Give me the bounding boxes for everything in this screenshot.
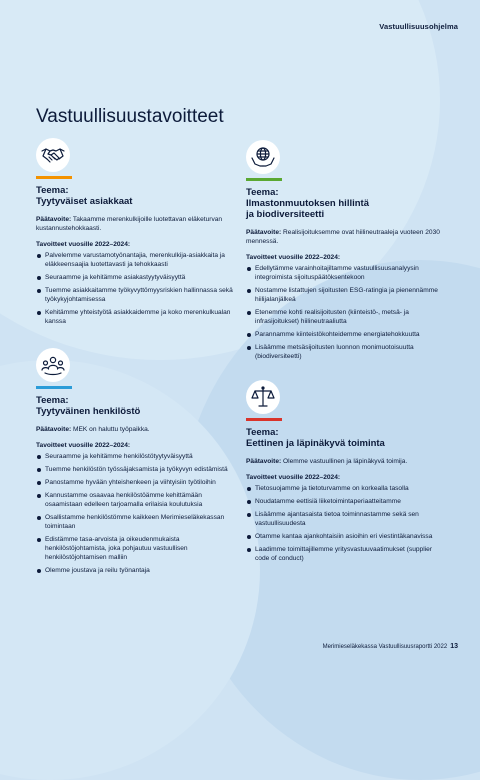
- accent-bar-orange: [36, 176, 72, 179]
- list-item: Osallistamme henkilöstömme kaikkeen Merimieseläkekassan toimintaan: [36, 513, 236, 531]
- section-customers: [36, 138, 236, 330]
- section-title: Eettinen ja läpinäkyvä toiminta: [246, 438, 385, 449]
- accent-bar-green: [246, 178, 282, 181]
- main-goal: Päätavoite: Olemme vastuullinen ja läpinäkyvä toimija.: [246, 458, 408, 465]
- list-item: Olemme joustava ja reilu työnantaja: [36, 566, 236, 575]
- list-item: Tuemme henkilöstön työssäjaksamista ja työkyvyn edistämistä: [36, 465, 236, 474]
- section-label: Teema:: [246, 187, 279, 198]
- section-climate: [246, 140, 446, 365]
- targets-list: [36, 251, 236, 326]
- targets-heading: Tavoitteet vuosille 2022–2024:: [246, 254, 341, 261]
- list-item: Kannustamme osaavaa henkilöstöämme kehittämään osaamistaan edelleen tarjoamalla erilaisia koulutuksia: [36, 491, 236, 509]
- list-item: Seuraamme ja kehitämme asiakastyytyväisyyttä: [36, 273, 236, 282]
- page-footer: [323, 643, 458, 650]
- list-item: Lisäämme metsäsijoitusten luonnon monimuotoisuutta (biodiversiteetti): [246, 343, 446, 361]
- targets-heading: Tavoitteet vuosille 2022–2024:: [36, 241, 131, 248]
- targets-heading: Tavoitteet vuosille 2022–2024:: [246, 474, 341, 481]
- list-item: Tietosuojamme ja tietoturvamme on korkealla tasolla: [246, 484, 446, 493]
- list-item: Kehitämme yhteistyötä asiakkaidemme ja koko merenkulkualan kanssa: [36, 308, 236, 326]
- section-title: Tyytyväinen henkilöstö: [36, 406, 141, 417]
- list-item: Laadimme toimittajillemme yritysvastuuvaatimukset (supplier code of conduct): [246, 545, 446, 563]
- main-goal: Päätavoite: Takaamme merenkulkijoille luotettavan eläketurvan kustannustehokkaasti.: [36, 216, 223, 232]
- accent-bar-red: [246, 418, 282, 421]
- main-goal: Päätavoite: MEK on haluttu työpaikka.: [36, 426, 150, 433]
- list-item: Edistämme tasa-arvoista ja oikeudenmukaista henkilöstöjohtamista, joka pohjautuu vastuullisen henkilöstöjohtamisen malliin: [36, 535, 236, 562]
- list-item: Noudatamme eettisiä liiketoimintaperiaatteitamme: [246, 497, 446, 506]
- list-item: Nostamme listattujen sijoitusten ESG-ratingia ja pienennämme hiilijalanjälkeä: [246, 286, 446, 304]
- accent-bar-blue: [36, 386, 72, 389]
- section-staff: [36, 348, 236, 579]
- list-item: Etenemme kohti realisijoitusten (kiinteistö-, metsä- ja infrasijoitukset) hiilineutraaliutta: [246, 308, 446, 326]
- list-item: Panostamme hyvään yhteishenkeen ja viihtyisiin työtiloihin: [36, 478, 236, 487]
- list-item: Seuraamme ja kehitämme henkilöstötyytyväisyyttä: [36, 452, 236, 461]
- section-transparency: [246, 380, 446, 567]
- globe-hands-icon: [246, 140, 280, 174]
- team-icon: [36, 348, 70, 382]
- section-title: Ilmastonmuutoksen hillintä: [246, 198, 369, 209]
- section-header: Vastuullisuusohjelma: [379, 22, 458, 31]
- targets-heading: Tavoitteet vuosille 2022–2024:: [36, 442, 131, 449]
- targets-list: [36, 452, 236, 575]
- list-item: Otamme kantaa ajankohtaisiin asioihin eri viestintäkanavissa: [246, 532, 446, 541]
- section-title-line2: ja biodiversiteetti: [246, 209, 325, 220]
- page-number: 13: [450, 643, 458, 650]
- list-item: Parannamme kiinteistökohteidemme energiatehokkuutta: [246, 330, 446, 339]
- list-item: Palvelemme varustamotyönantajia, merenkulkija-asiakkaita ja eläkkeensaajia luotettavasti ja tehokkaasti: [36, 251, 236, 269]
- section-label: Teema:: [36, 185, 69, 196]
- section-title: Tyytyväiset asiakkaat: [36, 196, 133, 207]
- targets-list: [246, 264, 446, 361]
- scales-icon: [246, 380, 280, 414]
- footer-text: Merimieseläkekassa Vastuullisuusraportti 2022: [322, 644, 448, 650]
- page-title: Vastuullisuustavoitteet: [36, 106, 224, 127]
- section-label: Teema:: [246, 427, 279, 438]
- main-goal: Päätavoite: Realisijoituksemme ovat hiilineutraaleja vuoteen 2030 mennessä.: [246, 229, 440, 245]
- list-item: Edellytämme varainhoitajiltamme vastuullisuusanalyysin integroimista sijoituspäätöksentekoon: [246, 264, 446, 282]
- list-item: Lisäämme ajantasaista tietoa toiminnastamme sekä sen vastuullisuudesta: [246, 510, 446, 528]
- list-item: Tuemme asiakkaitamme työkyvyttömyysriskien hallinnassa sekä työkykyjohtamisessa: [36, 286, 236, 304]
- section-label: Teema:: [36, 395, 69, 406]
- handshake-icon: [36, 138, 70, 172]
- targets-list: [246, 484, 446, 563]
